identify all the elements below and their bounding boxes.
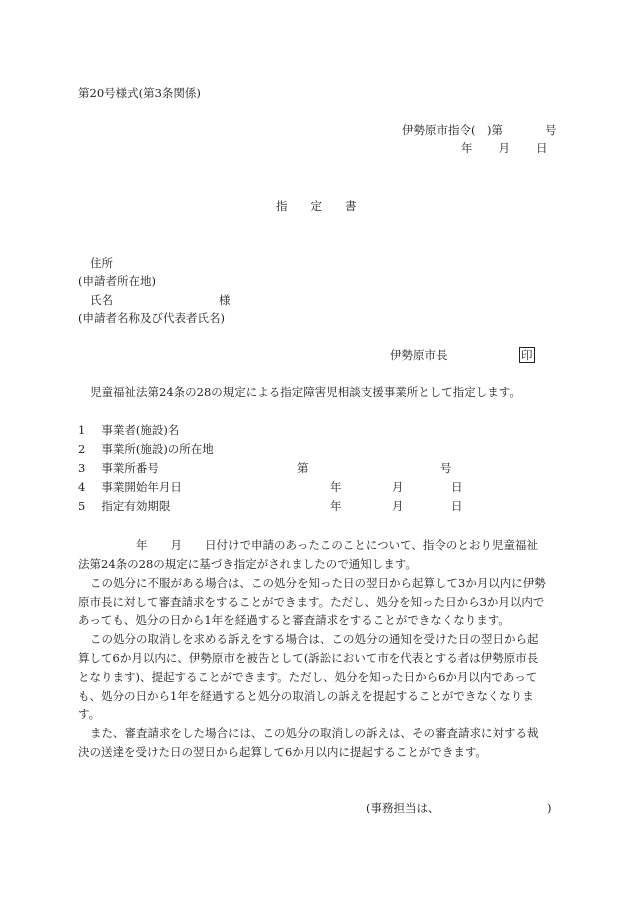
intro-text: 児童福祉法第24条の28の規定による指定障害児相談支援事業所として指定します。 — [90, 385, 521, 399]
honorific: 様 — [219, 293, 231, 307]
date-month: 月 — [498, 141, 510, 155]
body-line: 法第24条の28の規定に基づき指定がされましたので通知します。 — [78, 557, 417, 571]
seal-label: 印 — [521, 348, 533, 362]
item-number: 4 — [78, 480, 86, 494]
item-mid: 第 — [297, 461, 309, 475]
item-month: 月 — [392, 480, 404, 494]
body-line: あっても、処分の日から1年を経過すると審査請求をすることができなくなります。 — [78, 613, 510, 627]
body-line: となります)、提起することができます。ただし、処分を知った日から6か月以内であって — [78, 670, 538, 684]
body-line: 原市長に対して審査請求をすることができます。ただし、処分を知った日から3か月以内で — [78, 595, 545, 609]
ref-prefix: 伊勢原市指令( )第 — [402, 123, 503, 137]
list-item — [78, 461, 159, 475]
date-year: 年 — [461, 141, 473, 155]
date-day: 日 — [536, 141, 548, 155]
item-end: 号 — [440, 461, 452, 475]
body-line: す。 — [78, 707, 101, 721]
item-label: 事業所(施設)の所在地 — [101, 442, 214, 456]
item-number: 1 — [78, 423, 86, 437]
item-day: 日 — [451, 499, 463, 513]
name-label: 氏名 — [90, 293, 113, 307]
address-label: 住所 — [90, 256, 113, 270]
body-line: この処分の取消しを求める訴えをする場合は、この処分の通知を受けた日の翌日から起 — [90, 632, 539, 646]
item-month: 月 — [392, 499, 404, 513]
item-label: 事業所番号 — [101, 461, 159, 475]
item-year: 年 — [330, 499, 342, 513]
seal-mark — [519, 348, 535, 362]
reference-number — [402, 123, 556, 137]
item-label: 事業者(施設)名 — [101, 423, 180, 437]
list-item — [78, 480, 182, 494]
list-item — [78, 499, 170, 513]
contact-label: (事務担当は、 — [366, 801, 440, 815]
item-number: 3 — [78, 461, 86, 475]
form-label: 第20号様式(第3条関係) — [78, 86, 201, 100]
document-title: 指 定 書 — [276, 199, 357, 213]
item-label: 指定有効期限 — [101, 499, 171, 513]
list-item — [78, 442, 214, 456]
item-day: 日 — [451, 480, 463, 494]
body-line: 決の送達を受けた日の翌日から起算して6か月以内に提起することができます。 — [78, 745, 487, 759]
body-line: も、処分の日から1年を経過すると処分の取消しの訴えを提起することができなくなりま — [78, 689, 534, 703]
body-line: 算して6か月以内に、伊勢原市を被告として(訴訟において市を代表とする者は伊勢原市長 — [78, 651, 539, 665]
body-line: この処分に不服がある場合は、この処分を知った日の翌日から起算して3か月以内に伊勢 — [90, 576, 546, 590]
item-number: 2 — [78, 442, 86, 456]
contact-close: ) — [547, 801, 552, 815]
item-year: 年 — [330, 480, 342, 494]
body-line: また、審査請求をした場合には、この処分の取消しの訴えは、その審査請求に対する裁 — [90, 726, 539, 740]
issue-date — [461, 141, 548, 155]
ref-suffix: 号 — [544, 123, 557, 137]
item-number: 5 — [78, 499, 86, 513]
address-note: (申請者所在地) — [78, 274, 156, 288]
issuer-title: 伊勢原市長 — [390, 348, 448, 362]
item-label: 事業開始年月日 — [101, 480, 182, 494]
list-item — [78, 423, 179, 437]
name-note: (申請者名称及び代表者氏名) — [78, 311, 225, 325]
body-line: 年 月 日付けで申請のあったこのことについて、指令のとおり児童福祉 — [136, 538, 538, 552]
